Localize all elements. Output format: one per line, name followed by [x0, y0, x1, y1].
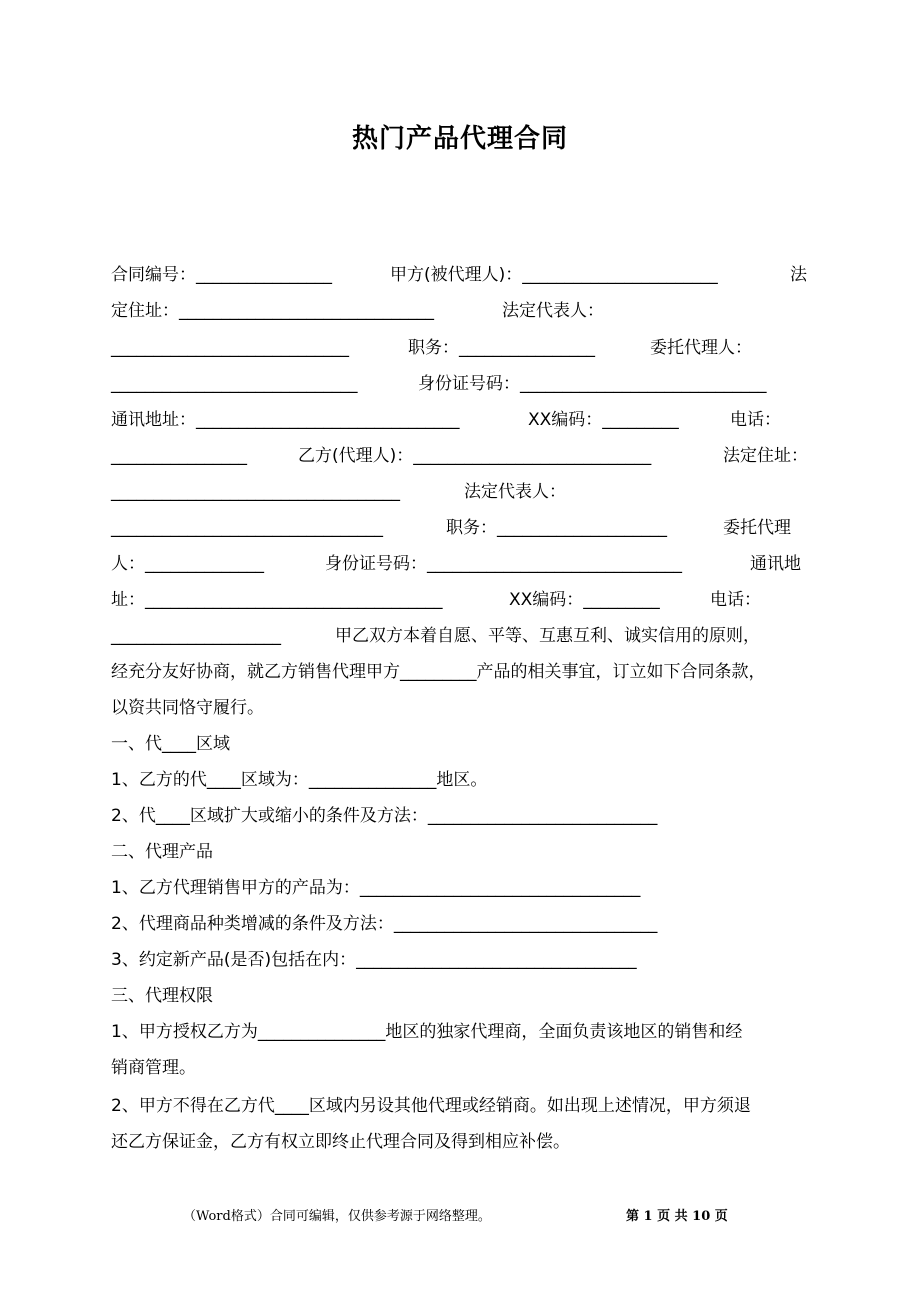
party-a-agent-label: 委托代理人：	[650, 338, 752, 358]
party-b-field: 乙方(代理人)：____________________________	[298, 446, 652, 466]
party-a-id-field: 身份证号码：_____________________________	[418, 374, 767, 394]
preamble-line: 经充分友好协商，就乙方销售代理甲方_________产品的相关事宜，订立如下合同条款，	[111, 662, 766, 682]
clause-line: 1、乙方的代____区域为：_______________地区。	[111, 770, 488, 790]
section-heading: 一、代____区域	[111, 734, 230, 754]
party-b-id-field: 身份证号码：______________________________	[325, 554, 682, 574]
party-a-postcode-field: XX编码：_________	[528, 410, 679, 430]
party-b-mailing-address-label: 通讯地	[750, 554, 801, 574]
party-a-agent-blank: _____________________________	[111, 374, 358, 394]
contract-number-field: 合同编号：________________	[111, 265, 332, 285]
party-b-address-blank: __________________________________	[111, 482, 400, 502]
preamble-line: 以资共同恪守履行。	[111, 698, 264, 718]
page-number: 第 1 页 共 10 页	[626, 1209, 728, 1224]
clause-line: 1、乙方代理销售甲方的产品为：_________________________________	[111, 878, 641, 898]
party-a-address-field: 定住址：______________________________	[111, 301, 434, 321]
section-heading: 三、代理权限	[111, 986, 213, 1006]
party-b-position-field: 职务：____________________	[446, 518, 667, 538]
party-a-phone-label: 电话：	[730, 410, 781, 430]
clause-line: 还乙方保证金，乙方有权立即终止代理合同及得到相应补偿。	[111, 1132, 570, 1152]
party-a-representative-label: 法定代表人：	[502, 301, 604, 321]
party-b-postcode-field: XX编码：_________	[509, 590, 660, 610]
preamble-start: 甲乙双方本着自愿、平等、互惠互利、诚实信用的原则，	[335, 626, 760, 646]
clause-line: 1、甲方授权乙方为_______________地区的独家代理商，全面负责该地区的销售和经	[111, 1022, 743, 1042]
party-a-representative-blank: ____________________________	[111, 338, 349, 358]
clause-line: 销商管理。	[111, 1058, 196, 1078]
clause-line: 2、代____区域扩大或缩小的条件及方法：___________________________	[111, 806, 658, 826]
party-a-phone-blank: ________________	[111, 446, 247, 466]
section-heading: 二、代理产品	[111, 842, 213, 862]
document-title: 热门产品代理合同	[351, 124, 568, 154]
party-b-agent-label: 委托代理	[723, 518, 791, 538]
party-a-field: 甲方(被代理人)：_______________________	[390, 265, 718, 285]
party-b-phone-label: 电话：	[710, 590, 761, 610]
clause-line: 2、甲方不得在乙方代____区域内另设其他代理或经销商。如出现上述情况，甲方须退	[111, 1096, 751, 1116]
party-b-representative-label: 法定代表人：	[464, 482, 566, 502]
footer-note: （Word格式）合同可编辑，仅供参考源于网络整理。	[183, 1209, 491, 1224]
party-a-mailing-address-field: 通讯地址：_______________________________	[111, 410, 460, 430]
party-b-mailing-address-field: 址：___________________________________	[111, 590, 443, 610]
party-b-representative-blank: ________________________________	[111, 518, 383, 538]
party-b-phone-blank: ____________________	[111, 626, 281, 646]
clause-line: 3、约定新产品(是否)包括在内：_________________________________	[111, 950, 637, 970]
party-a-position-field: 职务：________________	[408, 338, 595, 358]
text-fragment: 法	[790, 265, 807, 285]
party-b-agent-blank: 人：______________	[111, 554, 264, 574]
clause-line: 2、代理商品种类增减的条件及方法：_______________________________	[111, 914, 658, 934]
party-b-address-label: 法定住址：	[723, 446, 808, 466]
